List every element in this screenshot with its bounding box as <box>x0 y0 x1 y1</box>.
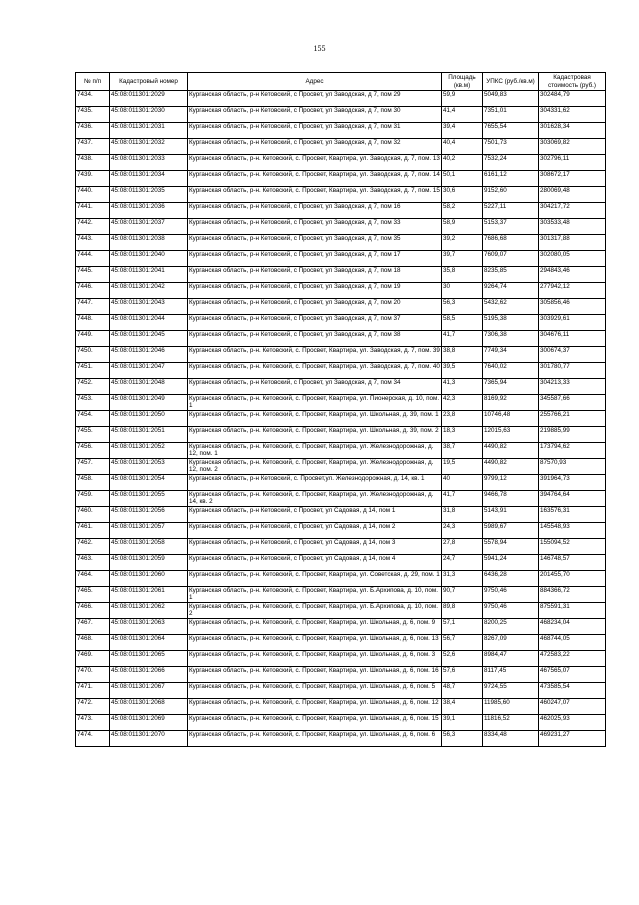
upks-cell: 8267,09 <box>483 635 539 651</box>
table-row <box>76 363 606 379</box>
cadastral-cost-cell: 875591,31 <box>539 603 606 619</box>
row-number-cell: 7458. <box>76 475 110 491</box>
header-number: № п/п <box>76 73 110 91</box>
table-row <box>76 475 606 491</box>
area-cell: 57,6 <box>442 667 483 683</box>
table-row <box>76 203 606 219</box>
table-row <box>76 651 606 667</box>
table-row <box>76 427 606 443</box>
cadastral-number-cell: 45:08:011301:2030 <box>110 107 188 123</box>
row-number-cell: 7473. <box>76 715 110 731</box>
row-number-cell: 7439. <box>76 171 110 187</box>
upks-cell: 5989,67 <box>483 523 539 539</box>
address-cell: Курганская область, р-н. Кетовский, с. Просвет, Квартира, ул. Школьная, д. 6, пом. 13 <box>188 635 442 651</box>
upks-cell: 12015,63 <box>483 427 539 443</box>
cadastral-table <box>75 72 606 747</box>
row-number-cell: 7443. <box>76 235 110 251</box>
header-area: Площадь (кв.м) <box>442 73 483 91</box>
upks-cell: 9750,46 <box>483 603 539 619</box>
row-number-cell: 7437. <box>76 139 110 155</box>
table-row <box>76 491 606 507</box>
address-cell: Курганская область, р-н Кетовский, с Просвет, ул Заводская, д 7, пом 38 <box>188 331 442 347</box>
table-row <box>76 555 606 571</box>
upks-cell: 10746,48 <box>483 411 539 427</box>
address-cell: Курганская область, р-н Кетовский, с Просвет, ул Заводская, д 7, пом 37 <box>188 315 442 331</box>
cadastral-cost-cell: 255766,21 <box>539 411 606 427</box>
row-number-cell: 7470. <box>76 667 110 683</box>
address-cell: Курганская область, р-н Кетовский, с Просвет, ул Заводская, д 7, пом 32 <box>188 139 442 155</box>
area-cell: 50,1 <box>442 171 483 187</box>
cadastral-cost-cell: 300674,37 <box>539 347 606 363</box>
upks-cell: 9799,12 <box>483 475 539 491</box>
cadastral-number-cell: 45:08:011301:2058 <box>110 539 188 555</box>
area-cell: 38,7 <box>442 443 483 459</box>
area-cell: 27,8 <box>442 539 483 555</box>
area-cell: 38,8 <box>442 347 483 363</box>
area-cell: 52,6 <box>442 651 483 667</box>
table-body <box>76 91 606 747</box>
cadastral-number-cell: 45:08:011301:2047 <box>110 363 188 379</box>
table-row <box>76 187 606 203</box>
address-cell: Курганская область, р-н Кетовский, с Просвет, ул Заводская, д 7, пом 29 <box>188 91 442 107</box>
address-cell: Курганская область, р-н. Кетовский, с. Просвет, Квартира, ул. Заводская, д. 7, пом. 15 <box>188 187 442 203</box>
table-row <box>76 379 606 395</box>
address-cell: Курганская область, р-н Кетовский, с Просвет, ул Заводская, д 7, пом 17 <box>188 251 442 267</box>
cadastral-number-cell: 45:08:011301:2033 <box>110 155 188 171</box>
address-cell: Курганская область, р-н Кетовский, с Просвет, ул Заводская, д 7, пом 33 <box>188 219 442 235</box>
address-cell: Курганская область, р-н. Кетовский, с. Просвет, Квартира, ул. Школьная, д. 6, пом. 15 <box>188 715 442 731</box>
cadastral-cost-cell: 301317,88 <box>539 235 606 251</box>
cadastral-cost-cell: 219885,99 <box>539 427 606 443</box>
cadastral-number-cell: 45:08:011301:2059 <box>110 555 188 571</box>
area-cell: 56,3 <box>442 731 483 747</box>
cadastral-cost-cell: 163576,31 <box>539 507 606 523</box>
address-cell: Курганская область, р-н Кетовский, с Просвет, ул Садовая, д 14, пом 3 <box>188 539 442 555</box>
row-number-cell: 7438. <box>76 155 110 171</box>
cadastral-number-cell: 45:08:011301:2032 <box>110 139 188 155</box>
row-number-cell: 7453. <box>76 395 110 411</box>
cadastral-cost-cell: 460247,07 <box>539 699 606 715</box>
table-row <box>76 395 606 411</box>
cadastral-number-cell: 45:08:011301:2054 <box>110 475 188 491</box>
header-cadastral-number: Кадастровый номер <box>110 73 188 91</box>
cadastral-number-cell: 45:08:011301:2035 <box>110 187 188 203</box>
cadastral-cost-cell: 304217,72 <box>539 203 606 219</box>
cadastral-number-cell: 45:08:011301:2062 <box>110 603 188 619</box>
row-number-cell: 7455. <box>76 427 110 443</box>
row-number-cell: 7472. <box>76 699 110 715</box>
upks-cell: 11985,60 <box>483 699 539 715</box>
cadastral-cost-cell: 303533,48 <box>539 219 606 235</box>
table-row <box>76 91 606 107</box>
cadastral-number-cell: 45:08:011301:2037 <box>110 219 188 235</box>
upks-cell: 7365,94 <box>483 379 539 395</box>
table-row <box>76 315 606 331</box>
row-number-cell: 7460. <box>76 507 110 523</box>
area-cell: 41,3 <box>442 379 483 395</box>
address-cell: Курганская область, р-н Кетовский, с Просвет, ул Заводская, д 7, пом 19 <box>188 283 442 299</box>
table-row <box>76 283 606 299</box>
upks-cell: 6436,28 <box>483 571 539 587</box>
area-cell: 58,5 <box>442 315 483 331</box>
table-row <box>76 331 606 347</box>
upks-cell: 4490,82 <box>483 443 539 459</box>
header-address: Адрес <box>188 73 442 91</box>
table-row <box>76 507 606 523</box>
cadastral-number-cell: 45:08:011301:2052 <box>110 443 188 459</box>
cadastral-number-cell: 45:08:011301:2050 <box>110 411 188 427</box>
area-cell: 56,7 <box>442 635 483 651</box>
cadastral-number-cell: 45:08:011301:2051 <box>110 427 188 443</box>
row-number-cell: 7449. <box>76 331 110 347</box>
address-cell: Курганская область, р-н Кетовский, с. Просвет,ул. Железнодорожная, д. 14, кв. 1 <box>188 475 442 491</box>
area-cell: 24,3 <box>442 523 483 539</box>
row-number-cell: 7446. <box>76 283 110 299</box>
area-cell: 24,7 <box>442 555 483 571</box>
cadastral-cost-cell: 294843,46 <box>539 267 606 283</box>
area-cell: 31,8 <box>442 507 483 523</box>
cadastral-number-cell: 45:08:011301:2066 <box>110 667 188 683</box>
table-row <box>76 683 606 699</box>
area-cell: 38,4 <box>442 699 483 715</box>
row-number-cell: 7464. <box>76 571 110 587</box>
cadastral-cost-cell: 301780,77 <box>539 363 606 379</box>
cadastral-cost-cell: 201455,70 <box>539 571 606 587</box>
cadastral-cost-cell: 394764,64 <box>539 491 606 507</box>
address-cell: Курганская область, р-н Кетовский, с Просвет, ул Заводская, д 7, пом 35 <box>188 235 442 251</box>
cadastral-number-cell: 45:08:011301:2053 <box>110 459 188 475</box>
cadastral-cost-cell: 884366,72 <box>539 587 606 603</box>
cadastral-cost-cell: 301628,34 <box>539 123 606 139</box>
table-row <box>76 443 606 459</box>
table-row <box>76 235 606 251</box>
area-cell: 40,4 <box>442 139 483 155</box>
area-cell: 23,8 <box>442 411 483 427</box>
cadastral-number-cell: 45:08:011301:2063 <box>110 619 188 635</box>
row-number-cell: 7466. <box>76 603 110 619</box>
cadastral-number-cell: 45:08:011301:2043 <box>110 299 188 315</box>
upks-cell: 8169,92 <box>483 395 539 411</box>
address-cell: Курганская область, р-н. Кетовский, с. Просвет, Квартира, ул. Пионерская, д. 10, пом. 1 <box>188 395 442 411</box>
row-number-cell: 7462. <box>76 539 110 555</box>
upks-cell: 8334,48 <box>483 731 539 747</box>
upks-cell: 9724,55 <box>483 683 539 699</box>
address-cell: Курганская область, р-н. Кетовский, с. Просвет, Квартира, ул. Б.Архипова, д. 10, пом. 2 <box>188 603 442 619</box>
cadastral-cost-cell: 468744,05 <box>539 635 606 651</box>
table-row <box>76 731 606 747</box>
area-cell: 18,3 <box>442 427 483 443</box>
upks-cell: 8984,47 <box>483 651 539 667</box>
address-cell: Курганская область, р-н Кетовский, с Просвет, ул Заводская, д 7, пом 18 <box>188 267 442 283</box>
upks-cell: 5049,83 <box>483 91 539 107</box>
address-cell: Курганская область, р-н. Кетовский, с. Просвет, Квартира, ул. Школьная, д. 39, пом. 2 <box>188 427 442 443</box>
area-cell: 39,7 <box>442 251 483 267</box>
address-cell: Курганская область, р-н. Кетовский, с. Просвет, Квартира, ул. Школьная, д. 6, пом. 12 <box>188 699 442 715</box>
address-cell: Курганская область, р-н. Кетовский, с. Просвет, Квартира, ул. Школьная, д. 39, пом. 1 <box>188 411 442 427</box>
table-row <box>76 347 606 363</box>
upks-cell: 7609,07 <box>483 251 539 267</box>
address-cell: Курганская область, р-н Кетовский, с Просвет, ул Заводская, д 7, пом 20 <box>188 299 442 315</box>
address-cell: Курганская область, р-н. Кетовский, с. Просвет, Квартира, ул. Б.Архипова, д. 10, пом. 1 <box>188 587 442 603</box>
upks-cell: 7351,01 <box>483 107 539 123</box>
row-number-cell: 7452. <box>76 379 110 395</box>
address-cell: Курганская область, р-н. Кетовский, с. Просвет, Квартира, ул. Школьная, д. 6, пом. 6 <box>188 731 442 747</box>
cadastral-number-cell: 45:08:011301:2044 <box>110 315 188 331</box>
upks-cell: 9750,46 <box>483 587 539 603</box>
upks-cell: 5578,94 <box>483 539 539 555</box>
row-number-cell: 7434. <box>76 91 110 107</box>
row-number-cell: 7469. <box>76 651 110 667</box>
row-number-cell: 7461. <box>76 523 110 539</box>
area-cell: 41,4 <box>442 107 483 123</box>
address-cell: Курганская область, р-н Кетовский, с Просвет, ул Заводская, д 7, пом 16 <box>188 203 442 219</box>
cadastral-number-cell: 45:08:011301:2041 <box>110 267 188 283</box>
upks-cell: 7655,54 <box>483 123 539 139</box>
cadastral-number-cell: 45:08:011301:2036 <box>110 203 188 219</box>
cadastral-number-cell: 45:08:011301:2068 <box>110 699 188 715</box>
cadastral-cost-cell: 308672,17 <box>539 171 606 187</box>
row-number-cell: 7457. <box>76 459 110 475</box>
cadastral-cost-cell: 305856,46 <box>539 299 606 315</box>
table-row <box>76 123 606 139</box>
row-number-cell: 7468. <box>76 635 110 651</box>
cadastral-cost-cell: 391964,73 <box>539 475 606 491</box>
cadastral-number-cell: 45:08:011301:2055 <box>110 491 188 507</box>
cadastral-cost-cell: 468234,04 <box>539 619 606 635</box>
area-cell: 30 <box>442 283 483 299</box>
table-row <box>76 459 606 475</box>
address-cell: Курганская область, р-н Кетовский, с Просвет, ул Заводская, д 7, пом 34 <box>188 379 442 395</box>
cadastral-number-cell: 45:08:011301:2031 <box>110 123 188 139</box>
upks-cell: 6161,12 <box>483 171 539 187</box>
address-cell: Курганская область, р-н. Кетовский, с. Просвет, Квартира, ул. Школьная, д. 6, пом. 5 <box>188 683 442 699</box>
upks-cell: 7640,02 <box>483 363 539 379</box>
table-row <box>76 571 606 587</box>
cadastral-number-cell: 45:08:011301:2067 <box>110 683 188 699</box>
row-number-cell: 7450. <box>76 347 110 363</box>
row-number-cell: 7441. <box>76 203 110 219</box>
cadastral-number-cell: 45:08:011301:2048 <box>110 379 188 395</box>
table-row <box>76 411 606 427</box>
cadastral-number-cell: 45:08:011301:2040 <box>110 251 188 267</box>
upks-cell: 11816,52 <box>483 715 539 731</box>
cadastral-number-cell: 45:08:011301:2056 <box>110 507 188 523</box>
area-cell: 35,8 <box>442 267 483 283</box>
table-row <box>76 699 606 715</box>
cadastral-cost-cell: 280069,48 <box>539 187 606 203</box>
table-row <box>76 523 606 539</box>
address-cell: Курганская область, р-н. Кетовский, с. Просвет, Квартира, ул. Заводская, д. 7, пом. 39 <box>188 347 442 363</box>
upks-cell: 7306,38 <box>483 331 539 347</box>
cadastral-cost-cell: 304213,33 <box>539 379 606 395</box>
address-cell: Курганская область, р-н Кетовский, с Просвет, ул Садовая, д 14, пом 1 <box>188 507 442 523</box>
area-cell: 40,2 <box>442 155 483 171</box>
row-number-cell: 7435. <box>76 107 110 123</box>
table-row <box>76 107 606 123</box>
area-cell: 42,3 <box>442 395 483 411</box>
upks-cell: 7749,34 <box>483 347 539 363</box>
area-cell: 59,9 <box>442 91 483 107</box>
upks-cell: 5143,91 <box>483 507 539 523</box>
cadastral-number-cell: 45:08:011301:2065 <box>110 651 188 667</box>
area-cell: 39,4 <box>442 123 483 139</box>
row-number-cell: 7447. <box>76 299 110 315</box>
address-cell: Курганская область, р-н. Кетовский, с. Просвет, Квартира, ул. Заводская, д. 7, пом. 13 <box>188 155 442 171</box>
address-cell: Курганская область, р-н Кетовский, с Просвет, ул Садовая, д 14, пом 2 <box>188 523 442 539</box>
cadastral-cost-cell: 145548,93 <box>539 523 606 539</box>
upks-cell: 8117,45 <box>483 667 539 683</box>
area-cell: 41,7 <box>442 491 483 507</box>
row-number-cell: 7456. <box>76 443 110 459</box>
address-cell: Курганская область, р-н. Кетовский, с. Просвет, Квартира, ул. Школьная, д. 6, пом. 9 <box>188 619 442 635</box>
cadastral-cost-cell: 146748,57 <box>539 555 606 571</box>
upks-cell: 4490,82 <box>483 459 539 475</box>
upks-cell: 8200,25 <box>483 619 539 635</box>
address-cell: Курганская область, р-н. Кетовский, с. Просвет, Квартира, ул. Школьная, д. 6, пом. 3 <box>188 651 442 667</box>
cadastral-number-cell: 45:08:011301:2060 <box>110 571 188 587</box>
table-row <box>76 139 606 155</box>
row-number-cell: 7459. <box>76 491 110 507</box>
table-row <box>76 635 606 651</box>
table-row <box>76 603 606 619</box>
area-cell: 89,8 <box>442 603 483 619</box>
row-number-cell: 7448. <box>76 315 110 331</box>
cadastral-number-cell: 45:08:011301:2049 <box>110 395 188 411</box>
upks-cell: 7686,68 <box>483 235 539 251</box>
area-cell: 57,1 <box>442 619 483 635</box>
area-cell: 58,9 <box>442 219 483 235</box>
upks-cell: 5432,62 <box>483 299 539 315</box>
cadastral-cost-cell: 345587,66 <box>539 395 606 411</box>
table-header-row <box>76 73 606 91</box>
row-number-cell: 7440. <box>76 187 110 203</box>
upks-cell: 5941,24 <box>483 555 539 571</box>
upks-cell: 9466,78 <box>483 491 539 507</box>
cadastral-number-cell: 45:08:011301:2057 <box>110 523 188 539</box>
area-cell: 39,5 <box>442 363 483 379</box>
cadastral-number-cell: 45:08:011301:2042 <box>110 283 188 299</box>
table-row <box>76 539 606 555</box>
row-number-cell: 7467. <box>76 619 110 635</box>
cadastral-cost-cell: 304676,11 <box>539 331 606 347</box>
cadastral-number-cell: 45:08:011301:2061 <box>110 587 188 603</box>
address-cell: Курганская область, р-н. Кетовский, с. Просвет, Квартира, ул. Школьная, д. 6, пом. 16 <box>188 667 442 683</box>
cadastral-cost-cell: 173794,62 <box>539 443 606 459</box>
cadastral-cost-cell: 303069,82 <box>539 139 606 155</box>
row-number-cell: 7445. <box>76 267 110 283</box>
table-row <box>76 219 606 235</box>
address-cell: Курганская область, р-н. Кетовский, с. Просвет, Квартира, ул. Железнодорожная, д. 12, пом. 1 <box>188 443 442 459</box>
address-cell: Курганская область, р-н Кетовский, с Просвет, ул Заводская, д 7, пом 30 <box>188 107 442 123</box>
cadastral-cost-cell: 302080,05 <box>539 251 606 267</box>
table-row <box>76 667 606 683</box>
area-cell: 48,7 <box>442 683 483 699</box>
address-cell: Курганская область, р-н. Кетовский, с. Просвет, Квартира, ул. Заводская, д. 7, пом. 40 <box>188 363 442 379</box>
area-cell: 58,2 <box>442 203 483 219</box>
cadastral-number-cell: 45:08:011301:2029 <box>110 91 188 107</box>
cadastral-cost-cell: 303929,61 <box>539 315 606 331</box>
table-row <box>76 619 606 635</box>
row-number-cell: 7471. <box>76 683 110 699</box>
row-number-cell: 7465. <box>76 587 110 603</box>
cadastral-cost-cell: 467565,07 <box>539 667 606 683</box>
address-cell: Курганская область, р-н Кетовский, с Просвет, ул Садовая, д 14, пом 4 <box>188 555 442 571</box>
table-row <box>76 267 606 283</box>
address-cell: Курганская область, р-н. Кетовский, с. Просвет, Квартира, ул. Железнодорожная, д. 14, кв. 2 <box>188 491 442 507</box>
address-cell: Курганская область, р-н Кетовский, с Просвет, ул Заводская, д 7, пом 31 <box>188 123 442 139</box>
upks-cell: 5153,37 <box>483 219 539 235</box>
cadastral-number-cell: 45:08:011301:2046 <box>110 347 188 363</box>
area-cell: 41,7 <box>442 331 483 347</box>
upks-cell: 5227,11 <box>483 203 539 219</box>
row-number-cell: 7463. <box>76 555 110 571</box>
area-cell: 39,2 <box>442 235 483 251</box>
cadastral-cost-cell: 462025,93 <box>539 715 606 731</box>
cadastral-cost-cell: 304331,62 <box>539 107 606 123</box>
area-cell: 19,5 <box>442 459 483 475</box>
cadastral-number-cell: 45:08:011301:2069 <box>110 715 188 731</box>
row-number-cell: 7436. <box>76 123 110 139</box>
area-cell: 39,1 <box>442 715 483 731</box>
table-row <box>76 715 606 731</box>
cadastral-cost-cell: 472583,22 <box>539 651 606 667</box>
upks-cell: 5195,38 <box>483 315 539 331</box>
upks-cell: 7532,24 <box>483 155 539 171</box>
area-cell: 56,3 <box>442 299 483 315</box>
header-upks: УПКС (руб./кв.м) <box>483 73 539 91</box>
address-cell: Курганская область, р-н. Кетовский, с. Просвет, Квартира, ул. Заводская, д. 7, пом. 14 <box>188 171 442 187</box>
row-number-cell: 7451. <box>76 363 110 379</box>
cadastral-number-cell: 45:08:011301:2038 <box>110 235 188 251</box>
table-row <box>76 299 606 315</box>
cadastral-number-cell: 45:08:011301:2064 <box>110 635 188 651</box>
page-number: 155 <box>313 44 326 53</box>
row-number-cell: 7474. <box>76 731 110 747</box>
cadastral-cost-cell: 87570,93 <box>539 459 606 475</box>
table-row <box>76 587 606 603</box>
table-row <box>76 171 606 187</box>
address-cell: Курганская область, р-н. Кетовский, с. Просвет, Квартира, ул. Советская, д. 29, пом. 1 <box>188 571 442 587</box>
address-cell: Курганская область, р-н. Кетовский, с. Просвет, Квартира, ул. Железнодорожная, д. 12, пом. 2 <box>188 459 442 475</box>
table-row <box>76 155 606 171</box>
cadastral-number-cell: 45:08:011301:2034 <box>110 171 188 187</box>
upks-cell: 9264,74 <box>483 283 539 299</box>
cadastral-cost-cell: 277942,12 <box>539 283 606 299</box>
cadastral-cost-cell: 302484,79 <box>539 91 606 107</box>
area-cell: 30,6 <box>442 187 483 203</box>
upks-cell: 8235,85 <box>483 267 539 283</box>
cadastral-cost-cell: 302796,11 <box>539 155 606 171</box>
cadastral-cost-cell: 155094,52 <box>539 539 606 555</box>
upks-cell: 9152,60 <box>483 187 539 203</box>
row-number-cell: 7444. <box>76 251 110 267</box>
upks-cell: 7501,73 <box>483 139 539 155</box>
cadastral-cost-cell: 469231,27 <box>539 731 606 747</box>
cadastral-cost-cell: 473585,54 <box>539 683 606 699</box>
area-cell: 31,3 <box>442 571 483 587</box>
cadastral-number-cell: 45:08:011301:2070 <box>110 731 188 747</box>
row-number-cell: 7442. <box>76 219 110 235</box>
table-row <box>76 251 606 267</box>
row-number-cell: 7454. <box>76 411 110 427</box>
cadastral-number-cell: 45:08:011301:2045 <box>110 331 188 347</box>
header-cadastral-cost: Кадастровая стоимость (руб.) <box>539 73 606 91</box>
area-cell: 40 <box>442 475 483 491</box>
area-cell: 90,7 <box>442 587 483 603</box>
